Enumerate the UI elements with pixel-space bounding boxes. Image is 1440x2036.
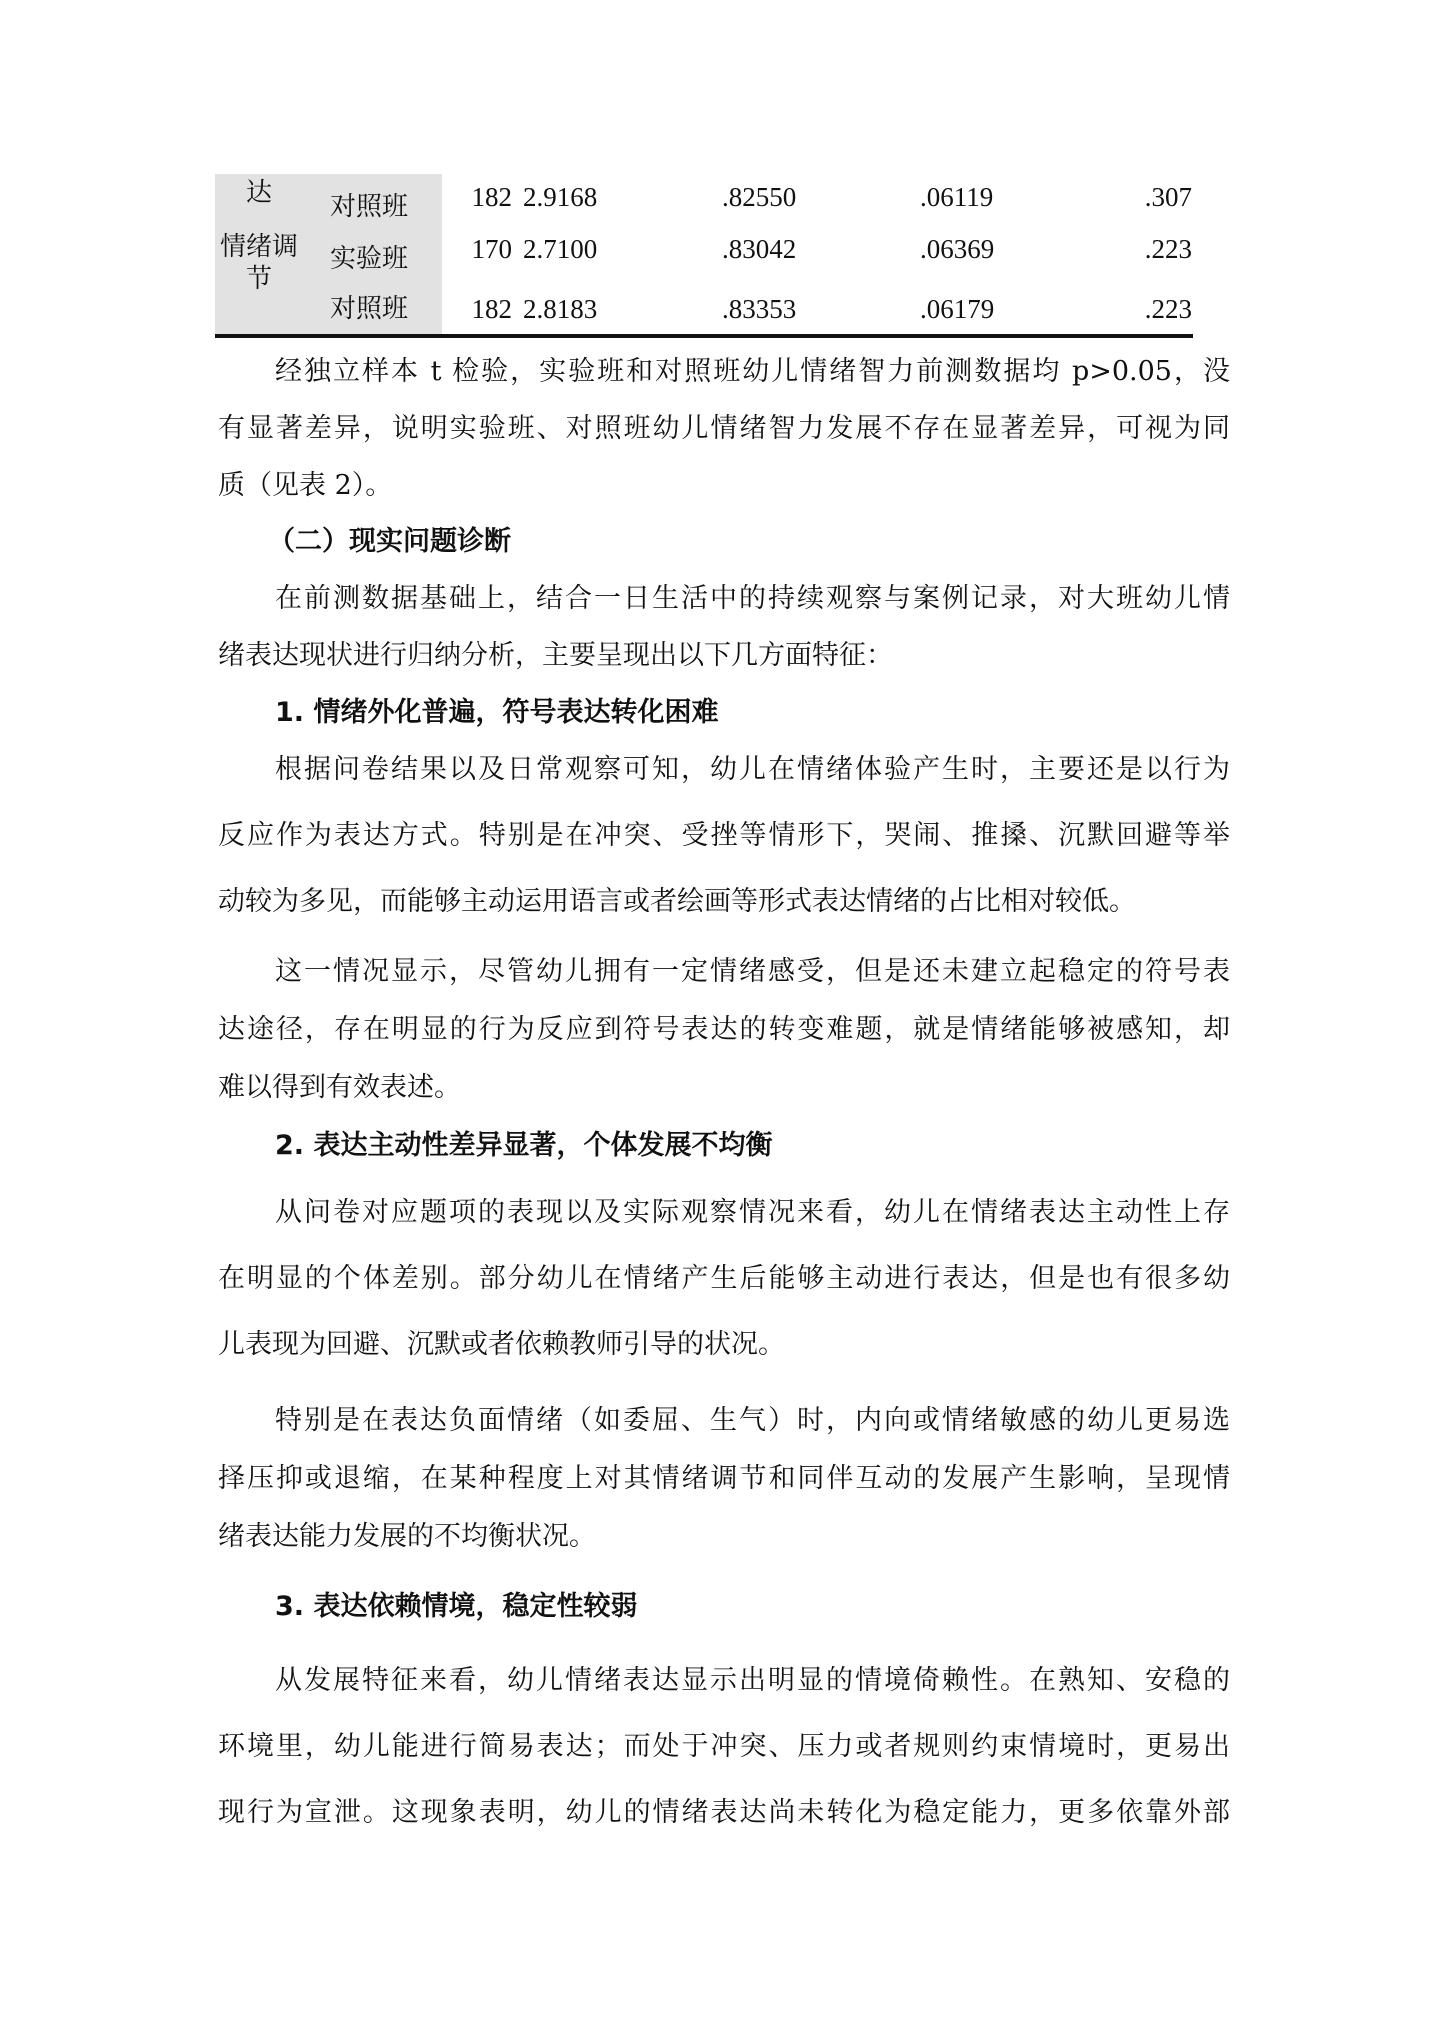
section-heading: （二）现实问题诊断: [268, 526, 511, 557]
sd-cell: .83353: [722, 294, 797, 324]
dimension-label: 达: [245, 178, 272, 208]
text-line: 难以得到有效表述。: [218, 1072, 461, 1103]
text-line: 从问卷对应题项的表现以及实际观察情况来看，幼儿在情绪表达主动性上存: [275, 1197, 1230, 1228]
n-cell: 182: [471, 182, 512, 212]
group-cell: 实验班: [330, 244, 409, 274]
text-line: 在明显的个体差别。部分幼儿在情绪产生后能够主动进行表达，但是也有很多幼: [218, 1263, 1230, 1294]
table-bottom-rule: [215, 334, 1193, 338]
text-line: 择压抑或退缩，在某种程度上对其情绪调节和同伴互动的发展产生影响，呈现情: [218, 1463, 1230, 1494]
text-line: 特别是在表达负面情绪（如委屈、生气）时，内向或情绪敏感的幼儿更易选: [275, 1405, 1230, 1436]
group-cell: 对照班: [330, 294, 409, 324]
text-line: 这一情况显示，尽管幼儿拥有一定情绪感受，但是还未建立起稳定的符号表: [275, 956, 1230, 987]
p-cell: .307: [1144, 182, 1192, 212]
text-line: 环境里，幼儿能进行简易表达；而处于冲突、压力或者规则约束情境时，更易出: [218, 1731, 1230, 1762]
p-cell: .223: [1144, 234, 1192, 264]
dimension-label: 节: [245, 264, 272, 294]
text-line: 经独立样本 t 检验，实验班和对照班幼儿情绪智力前测数据均 p>0.05，没: [275, 356, 1230, 387]
text-line: 根据问卷结果以及日常观察可知，幼儿在情绪体验产生时，主要还是以行为: [275, 754, 1230, 785]
text-line: 动较为多见，而能够主动运用语言或者绘画等形式表达情绪的占比相对较低。: [218, 886, 1136, 917]
subheading-2: 2. 表达主动性差异显著，个体发展不均衡: [275, 1130, 773, 1161]
sd-cell: .83042: [722, 234, 797, 264]
text-line: 在前测数据基础上，结合一日生活中的持续观察与案例记录，对大班幼儿情: [275, 583, 1230, 614]
se-cell: .06119: [920, 182, 994, 212]
subheading-1: 1. 情绪外化普遍，符号表达转化困难: [275, 697, 719, 728]
dimension-label: 情绪调: [219, 232, 298, 262]
text-line: 达途径，存在明显的行为反应到符号表达的转变难题，就是情绪能够被感知，却: [218, 1014, 1230, 1045]
text-line: 有显著差异，说明实验班、对照班幼儿情绪智力发展不存在显著差异，可视为同: [218, 413, 1230, 444]
sd-cell: .82550: [722, 182, 797, 212]
n-cell: 182: [471, 294, 512, 324]
mean-cell: 2.9168: [523, 182, 598, 212]
text-line: 现行为宣泄。这现象表明，幼儿的情绪表达尚未转化为稳定能力，更多依靠外部: [218, 1797, 1230, 1828]
text-line: 儿表现为回避、沉默或者依赖教师引导的状况。: [218, 1329, 785, 1360]
text-line: 质（见表 2）。: [218, 470, 393, 501]
group-cell: 对照班: [330, 192, 409, 222]
se-cell: .06179: [920, 294, 995, 324]
mean-cell: 2.8183: [523, 294, 598, 324]
text-line: 绪表达能力发展的不均衡状况。: [218, 1521, 596, 1552]
text-line: 从发展特征来看，幼儿情绪表达显示出明显的情境倚赖性。在熟知、安稳的: [275, 1665, 1230, 1696]
subheading-3: 3. 表达依赖情境，稳定性较弱: [275, 1591, 638, 1622]
stats-table: [215, 174, 1193, 338]
text-line: 绪表达现状进行归纳分析，主要呈现出以下几方面特征：: [218, 640, 893, 671]
mean-cell: 2.7100: [523, 234, 598, 264]
se-cell: .06369: [920, 234, 995, 264]
text-line: 反应作为表达方式。特别是在冲突、受挫等情形下，哭闹、推搡、沉默回避等举: [218, 820, 1230, 851]
n-cell: 170: [471, 234, 512, 264]
p-cell: .223: [1144, 294, 1192, 324]
